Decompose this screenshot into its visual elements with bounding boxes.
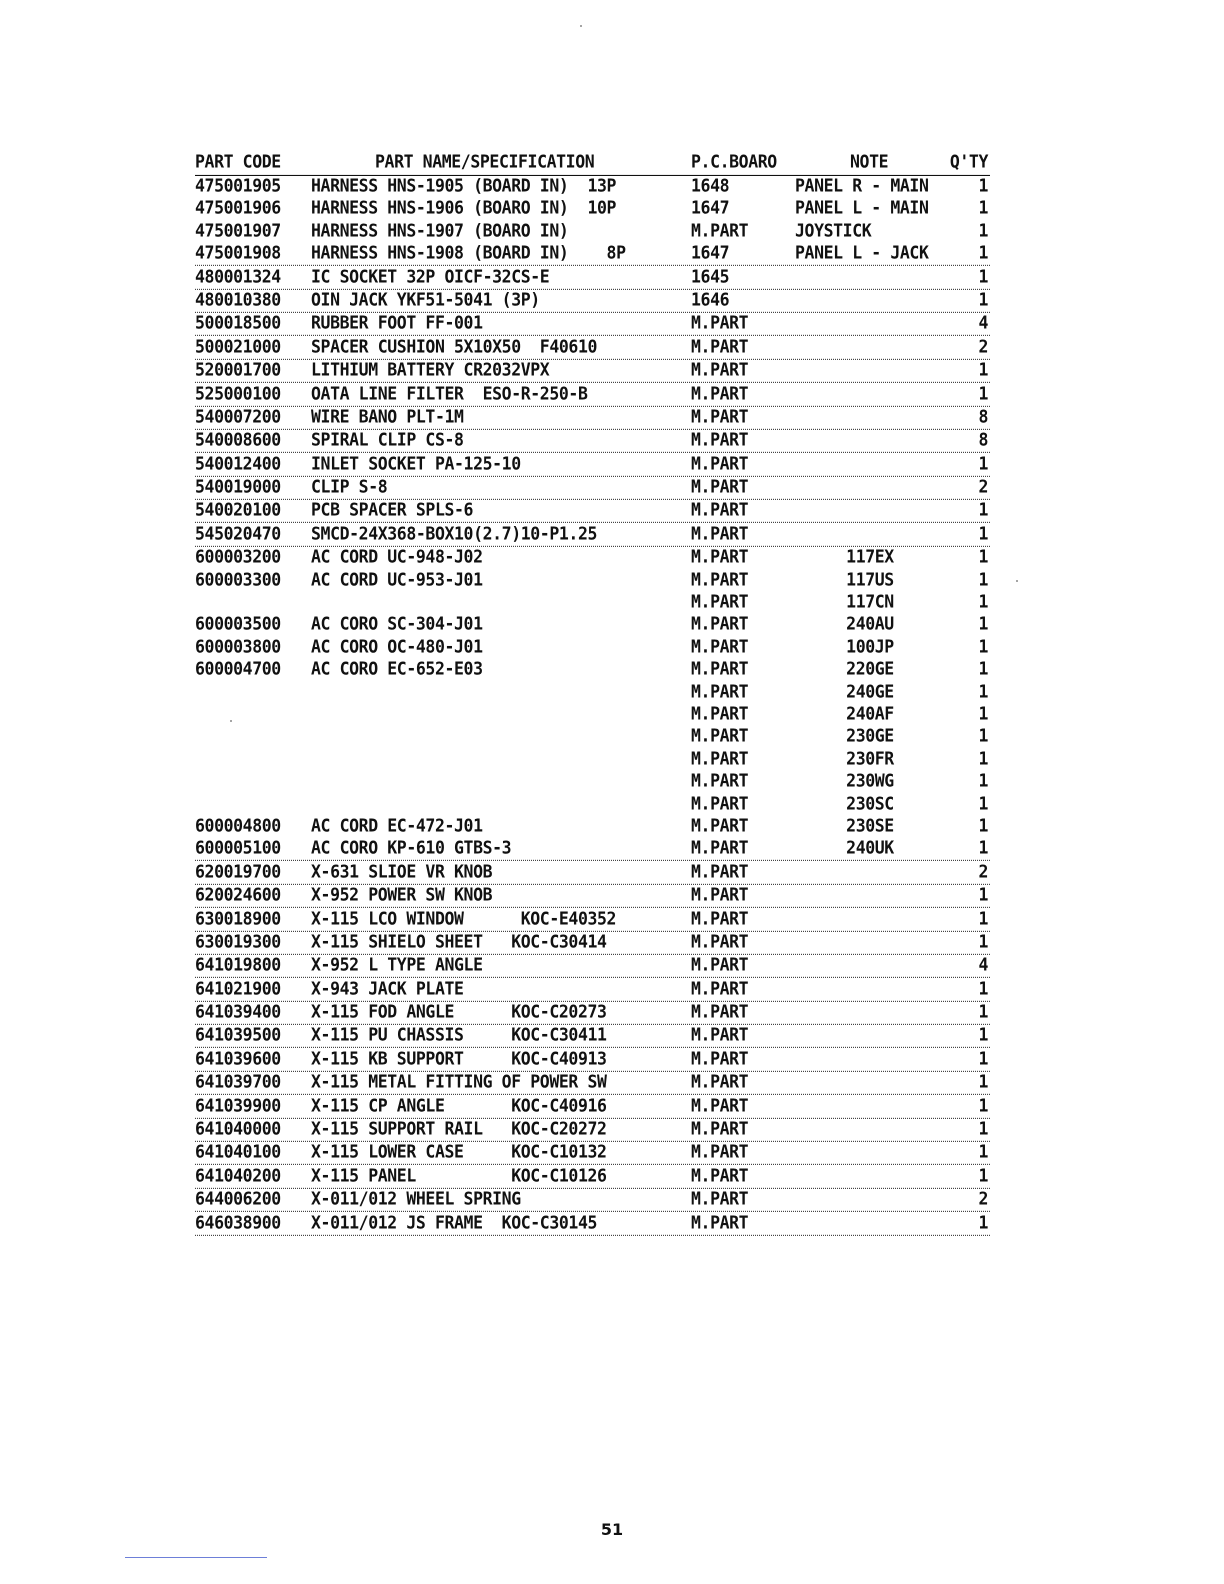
cell-qty: 1 <box>978 568 988 590</box>
cell-pc-board: M.PART <box>691 907 749 929</box>
cell-part-name: SMCD-24X368-BOX10(2.7)10-P1.25 <box>311 523 598 544</box>
cell-pc-board: M.PART <box>691 977 749 999</box>
cell-qty: 1 <box>978 931 988 952</box>
cell-qty: 4 <box>978 954 988 975</box>
table-row <box>195 428 990 453</box>
cell-note: 117EX <box>846 546 894 567</box>
cell-part-code: 525000100 <box>195 382 281 404</box>
cell-part-name: X-943 JACK PLATE <box>311 977 464 999</box>
cell-qty: 1 <box>978 265 988 287</box>
cell-pc-board: M.PART <box>691 382 749 404</box>
cell-qty: 1 <box>978 1164 988 1186</box>
cell-qty: 8 <box>978 429 988 450</box>
table-row <box>195 1211 990 1236</box>
table-row <box>195 241 990 266</box>
cell-note: 240AU <box>846 613 894 635</box>
cell-pc-board: 1648 <box>691 175 730 196</box>
cell-pc-board: M.PART <box>691 591 749 612</box>
cell-part-name: HARNESS HNS-1906 (BOARO IN) 10P <box>311 197 617 219</box>
cell-pc-board: M.PART <box>691 837 749 858</box>
cell-part-code: 644006200 <box>195 1188 281 1209</box>
cell-part-name: X-631 SLIOE VR KNOB <box>311 860 493 882</box>
cell-qty: 1 <box>978 658 988 679</box>
cell-part-code: 641019800 <box>195 954 281 975</box>
cell-part-code: 500018500 <box>195 312 281 334</box>
cell-part-name: X-115 FOD ANGLE KOC-C20273 <box>311 1001 607 1022</box>
cell-pc-board: M.PART <box>691 312 749 334</box>
cell-part-name: X-115 SHIELO SHEET KOC-C30414 <box>311 931 607 952</box>
cell-qty: 1 <box>978 635 988 657</box>
cell-part-name: X-011/012 WHEEL SPRING <box>311 1188 521 1209</box>
table-row <box>195 174 990 198</box>
cell-pc-board: M.PART <box>691 792 749 814</box>
cell-part-code: 475001907 <box>195 219 281 241</box>
cell-part-name: PCB SPACER SPLS-6 <box>311 499 474 521</box>
table-row <box>195 883 990 908</box>
cell-part-name: X-952 POWER SW KNOB <box>311 884 493 905</box>
cell-pc-board: M.PART <box>691 1001 749 1022</box>
cell-qty: 1 <box>978 680 988 702</box>
cell-pc-board: M.PART <box>691 635 749 657</box>
cell-note: 240GE <box>846 680 894 702</box>
cell-qty: 2 <box>978 335 988 357</box>
cell-qty: 1 <box>978 907 988 929</box>
header-part-name: PART NAME/SPECIFICATION <box>375 151 595 172</box>
cell-pc-board: M.PART <box>691 954 749 975</box>
table-row <box>195 613 990 637</box>
table-row <box>195 1094 990 1119</box>
cell-qty: 1 <box>978 175 988 196</box>
cell-part-name: X-115 PANEL KOC-C10126 <box>311 1164 607 1186</box>
page-number: 51 <box>600 1520 624 1539</box>
cell-part-name: HARNESS HNS-1905 (BOARD IN) 13P <box>311 175 617 196</box>
cell-part-name: OIN JACK YKF51-5041 (3P) <box>311 289 540 310</box>
cell-qty: 1 <box>978 613 988 635</box>
cell-pc-board: M.PART <box>691 219 749 241</box>
cell-qty: 1 <box>978 1141 988 1163</box>
cell-qty: 1 <box>978 747 988 769</box>
cell-part-name: AC CORO SC-304-J01 <box>311 613 483 635</box>
cell-note: 230GE <box>846 725 894 747</box>
cell-pc-board: M.PART <box>691 815 749 836</box>
cell-note: 220GE <box>846 658 894 679</box>
cell-part-code: 600003300 <box>195 568 281 590</box>
cell-note: PANEL L - JACK <box>795 242 929 263</box>
cell-part-name: X-115 KB SUPPORT KOC-C40913 <box>311 1047 607 1069</box>
table-row <box>195 657 990 681</box>
cell-pc-board: M.PART <box>691 1211 749 1233</box>
cell-part-name: X-115 LCO WINDOW KOC-E40352 <box>311 907 617 929</box>
cell-note: 240AF <box>846 703 894 724</box>
table-row <box>195 1140 990 1165</box>
cell-pc-board: M.PART <box>691 359 749 380</box>
cell-part-name: X-115 PU CHASSIS KOC-C30411 <box>311 1024 607 1046</box>
cell-pc-board: M.PART <box>691 1118 749 1139</box>
table-row <box>195 635 990 659</box>
table-row <box>195 680 990 704</box>
cell-part-code: 600004800 <box>195 815 281 836</box>
cell-part-code: 480010380 <box>195 289 281 310</box>
cell-pc-board: M.PART <box>691 680 749 702</box>
cell-qty: 1 <box>978 725 988 747</box>
cell-part-code: 480001324 <box>195 265 281 287</box>
cell-part-name: AC CORO KP-610 GTBS-3 <box>311 837 512 858</box>
cell-part-name: HARNESS HNS-1908 (BOARD IN) 8P <box>311 242 626 263</box>
cell-part-name: X-952 L TYPE ANGLE <box>311 954 483 975</box>
cell-qty: 1 <box>978 837 988 858</box>
cell-qty: 1 <box>978 770 988 791</box>
cell-part-code: 641039600 <box>195 1047 281 1069</box>
cell-qty: 1 <box>978 242 988 263</box>
cell-pc-board: M.PART <box>691 703 749 724</box>
cell-note: 230FR <box>846 747 894 769</box>
table-row <box>195 1070 990 1095</box>
footer-rule <box>125 1557 267 1558</box>
cell-pc-board: 1646 <box>691 289 730 310</box>
table-row <box>195 475 990 500</box>
cell-part-code: 641039500 <box>195 1024 281 1046</box>
cell-part-code: 620019700 <box>195 860 281 882</box>
cell-part-code: 641039400 <box>195 1001 281 1022</box>
cell-pc-board: M.PART <box>691 1094 749 1116</box>
cell-pc-board: M.PART <box>691 568 749 590</box>
table-row <box>195 907 990 932</box>
cell-pc-board: 1647 <box>691 197 730 219</box>
cell-note: PANEL R - MAIN <box>795 175 929 196</box>
cell-part-code: 600003200 <box>195 546 281 567</box>
cell-pc-board: M.PART <box>691 1141 749 1163</box>
cell-part-code: 600003500 <box>195 613 281 635</box>
table-row <box>195 860 990 885</box>
cell-part-code: 540019000 <box>195 476 281 497</box>
table-row <box>195 1000 990 1025</box>
cell-pc-board: 1645 <box>691 265 730 287</box>
cell-qty: 1 <box>978 1071 988 1092</box>
cell-part-name: AC CORD UC-953-J01 <box>311 568 483 590</box>
cell-part-code: 520001700 <box>195 359 281 380</box>
cell-qty: 1 <box>978 977 988 999</box>
table-row <box>195 358 990 383</box>
cell-qty: 1 <box>978 1001 988 1022</box>
cell-part-name: OATA LINE FILTER ESO-R-250-B <box>311 382 588 404</box>
cell-part-code: 475001906 <box>195 197 281 219</box>
header-pc-board: P.C.BOARO <box>691 151 777 172</box>
cell-part-name: X-115 SUPPORT RAIL KOC-C20272 <box>311 1118 607 1139</box>
table-row <box>195 568 990 592</box>
cell-part-code: 540020100 <box>195 499 281 521</box>
cell-note: 117US <box>846 568 894 590</box>
table-row <box>195 499 990 524</box>
table-row <box>195 522 990 547</box>
scan-speck <box>230 720 232 722</box>
cell-note: 100JP <box>846 635 894 657</box>
table-row <box>195 792 990 816</box>
cell-part-code: 545020470 <box>195 523 281 544</box>
cell-pc-board: M.PART <box>691 523 749 544</box>
scan-speck <box>1016 580 1018 582</box>
cell-pc-board: M.PART <box>691 931 749 952</box>
cell-part-name: IC SOCKET 32P OICF-32CS-E <box>311 265 550 287</box>
table-row <box>195 702 990 726</box>
cell-qty: 1 <box>978 289 988 310</box>
cell-part-code: 600003800 <box>195 635 281 657</box>
cell-pc-board: M.PART <box>691 725 749 747</box>
cell-part-code: 620024600 <box>195 884 281 905</box>
cell-part-code: 641040200 <box>195 1164 281 1186</box>
cell-part-name: SPACER CUSHION 5X10X50 F40610 <box>311 335 598 357</box>
table-row <box>195 1164 990 1189</box>
cell-part-name: INLET SOCKET PA-125-10 <box>311 452 521 474</box>
cell-qty: 1 <box>978 1211 988 1233</box>
table-row <box>195 930 990 955</box>
scan-speck <box>580 25 582 27</box>
cell-pc-board: M.PART <box>691 1071 749 1092</box>
table-row <box>195 265 990 290</box>
table-row <box>195 1117 990 1142</box>
table-row <box>195 405 990 430</box>
cell-pc-board: M.PART <box>691 747 749 769</box>
cell-pc-board: M.PART <box>691 613 749 635</box>
cell-qty: 1 <box>978 359 988 380</box>
table-row <box>195 590 990 614</box>
cell-pc-board: M.PART <box>691 476 749 497</box>
table-row <box>195 836 990 861</box>
table-row <box>195 382 990 407</box>
cell-part-code: 540008600 <box>195 429 281 450</box>
cell-note: 230SE <box>846 815 894 836</box>
cell-qty: 1 <box>978 1094 988 1116</box>
cell-note: JOYSTICK <box>795 219 872 241</box>
cell-qty: 1 <box>978 1118 988 1139</box>
cell-part-name: RUBBER FOOT FF-001 <box>311 312 483 334</box>
cell-part-code: 540007200 <box>195 406 281 427</box>
cell-pc-board: M.PART <box>691 1024 749 1046</box>
cell-pc-board: M.PART <box>691 452 749 474</box>
cell-pc-board: M.PART <box>691 406 749 427</box>
table-header <box>195 149 990 176</box>
table-row <box>195 747 990 771</box>
cell-note: 230SC <box>846 792 894 814</box>
cell-part-name: AC CORO EC-652-E03 <box>311 658 483 679</box>
cell-pc-board: M.PART <box>691 770 749 791</box>
cell-part-code: 641040100 <box>195 1141 281 1163</box>
cell-part-code: 641039900 <box>195 1094 281 1116</box>
cell-qty: 8 <box>978 406 988 427</box>
cell-part-code: 641040000 <box>195 1118 281 1139</box>
cell-part-code: 540012400 <box>195 452 281 474</box>
cell-pc-board: M.PART <box>691 546 749 567</box>
cell-qty: 1 <box>978 815 988 836</box>
cell-pc-board: M.PART <box>691 860 749 882</box>
cell-qty: 1 <box>978 1047 988 1069</box>
table-row <box>195 452 990 477</box>
table-body <box>195 175 990 1235</box>
table-row <box>195 953 990 978</box>
cell-part-code: 475001908 <box>195 242 281 263</box>
cell-part-code: 630019300 <box>195 931 281 952</box>
table-row <box>195 977 990 1002</box>
table-row <box>195 288 990 313</box>
table-row <box>195 335 990 360</box>
cell-qty: 1 <box>978 703 988 724</box>
cell-part-code: 641039700 <box>195 1071 281 1092</box>
cell-qty: 2 <box>978 1188 988 1209</box>
cell-part-code: 475001905 <box>195 175 281 196</box>
table-row <box>195 1024 990 1049</box>
table-row <box>195 814 990 838</box>
cell-pc-board: M.PART <box>691 658 749 679</box>
cell-pc-board: M.PART <box>691 499 749 521</box>
cell-part-name: CLIP S-8 <box>311 476 388 497</box>
cell-pc-board: M.PART <box>691 884 749 905</box>
cell-part-code: 500021000 <box>195 335 281 357</box>
cell-qty: 1 <box>978 197 988 219</box>
table-row <box>195 545 990 569</box>
cell-pc-board: M.PART <box>691 1047 749 1069</box>
cell-qty: 2 <box>978 860 988 882</box>
cell-part-name: X-115 METAL FITTING OF POWER SW <box>311 1071 607 1092</box>
cell-part-name: X-115 CP ANGLE KOC-C40916 <box>311 1094 607 1116</box>
table-row <box>195 724 990 748</box>
table-row <box>195 219 990 243</box>
cell-pc-board: M.PART <box>691 1188 749 1209</box>
parts-list-table <box>195 150 990 1235</box>
header-qty: Q'TY <box>949 151 988 172</box>
cell-qty: 1 <box>978 452 988 474</box>
cell-qty: 1 <box>978 792 988 814</box>
cell-qty: 1 <box>978 591 988 612</box>
cell-part-name: LITHIUM BATTERY CR2032VPX <box>311 359 550 380</box>
cell-part-name: AC CORO OC-480-J01 <box>311 635 483 657</box>
cell-part-code: 600005100 <box>195 837 281 858</box>
cell-qty: 1 <box>978 219 988 241</box>
cell-part-code: 646038900 <box>195 1211 281 1233</box>
cell-qty: 1 <box>978 523 988 544</box>
cell-note: 240UK <box>846 837 894 858</box>
cell-pc-board: 1647 <box>691 242 730 263</box>
cell-pc-board: M.PART <box>691 335 749 357</box>
table-row <box>195 769 990 793</box>
cell-part-name: AC CORD EC-472-J01 <box>311 815 483 836</box>
table-row <box>195 1187 990 1212</box>
cell-part-code: 600004700 <box>195 658 281 679</box>
cell-part-name: HARNESS HNS-1907 (BOARO IN) <box>311 219 569 241</box>
header-part-code: PART CODE <box>195 151 281 172</box>
cell-qty: 1 <box>978 382 988 404</box>
header-note: NOTE <box>850 151 889 172</box>
table-row <box>195 311 990 336</box>
cell-part-name: X-115 LOWER CASE KOC-C10132 <box>311 1141 607 1163</box>
cell-pc-board: M.PART <box>691 1164 749 1186</box>
cell-note: 117CN <box>846 591 894 612</box>
cell-pc-board: M.PART <box>691 429 749 450</box>
cell-qty: 1 <box>978 499 988 521</box>
cell-qty: 2 <box>978 476 988 497</box>
cell-qty: 1 <box>978 1024 988 1046</box>
cell-part-name: SPIRAL CLIP CS-8 <box>311 429 464 450</box>
cell-part-name: X-011/012 JS FRAME KOC-C30145 <box>311 1211 598 1233</box>
cell-note: 230WG <box>846 770 894 791</box>
cell-part-code: 630018900 <box>195 907 281 929</box>
cell-qty: 1 <box>978 546 988 567</box>
cell-part-code: 641021900 <box>195 977 281 999</box>
cell-note: PANEL L - MAIN <box>795 197 929 219</box>
table-row <box>195 196 990 220</box>
table-row <box>195 1047 990 1072</box>
cell-qty: 4 <box>978 312 988 334</box>
cell-part-name: WIRE BANO PLT-1M <box>311 406 464 427</box>
cell-part-name: AC CORD UC-948-J02 <box>311 546 483 567</box>
cell-qty: 1 <box>978 884 988 905</box>
